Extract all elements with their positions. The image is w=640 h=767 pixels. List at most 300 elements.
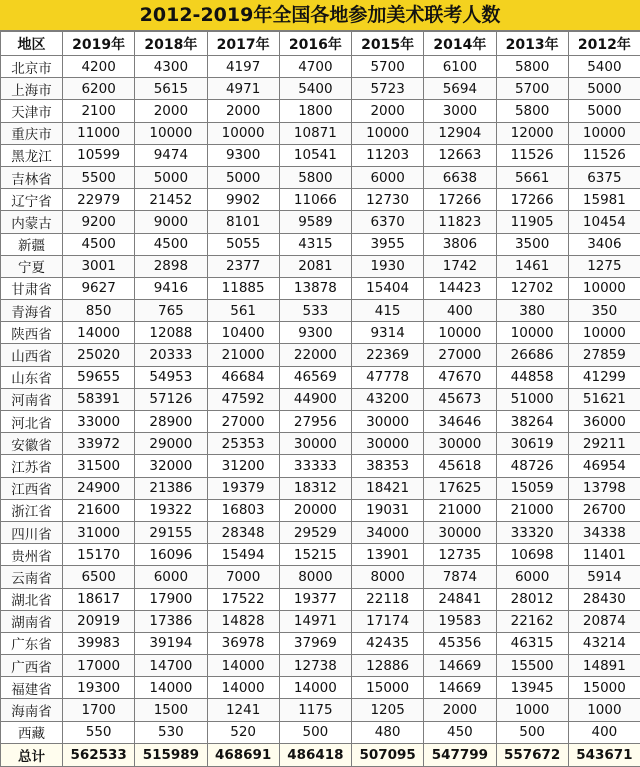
value-cell: 9589	[279, 211, 351, 233]
value-cell: 1461	[496, 255, 568, 277]
value-cell: 1800	[279, 100, 351, 122]
value-cell: 11526	[496, 144, 568, 166]
value-cell: 29211	[568, 433, 640, 455]
value-cell: 21000	[207, 344, 279, 366]
value-cell: 31500	[63, 455, 135, 477]
value-cell: 15170	[63, 544, 135, 566]
value-cell: 14423	[424, 277, 496, 299]
value-cell: 4971	[207, 78, 279, 100]
value-cell: 28348	[207, 521, 279, 543]
value-cell: 47670	[424, 366, 496, 388]
region-cell: 河南省	[1, 388, 63, 410]
value-cell: 450	[424, 721, 496, 743]
value-cell: 5800	[279, 166, 351, 188]
value-cell: 5000	[568, 78, 640, 100]
value-cell: 2377	[207, 255, 279, 277]
table-body	[1, 56, 640, 744]
value-cell: 5661	[496, 166, 568, 188]
value-cell: 30000	[352, 411, 424, 433]
table-row	[1, 78, 640, 100]
region-cell: 黑龙江	[1, 144, 63, 166]
value-cell: 550	[63, 721, 135, 743]
value-cell: 22162	[496, 610, 568, 632]
total-cell: 486418	[279, 743, 351, 766]
value-cell: 25020	[63, 344, 135, 366]
value-cell: 4197	[207, 56, 279, 78]
value-cell: 500	[279, 721, 351, 743]
total-cell: 507095	[352, 743, 424, 766]
value-cell: 39983	[63, 632, 135, 654]
table-row	[1, 166, 640, 188]
value-cell: 3955	[352, 233, 424, 255]
value-cell: 530	[135, 721, 207, 743]
column-header-region: 地区	[1, 32, 63, 56]
region-cell: 山东省	[1, 366, 63, 388]
value-cell: 17386	[135, 610, 207, 632]
value-cell: 4300	[135, 56, 207, 78]
value-cell: 6000	[135, 566, 207, 588]
column-header-year: 2013年	[496, 32, 568, 56]
value-cell: 51621	[568, 388, 640, 410]
value-cell: 11401	[568, 544, 640, 566]
value-cell: 3500	[496, 233, 568, 255]
value-cell: 18617	[63, 588, 135, 610]
table-row	[1, 699, 640, 721]
value-cell: 13901	[352, 544, 424, 566]
value-cell: 37969	[279, 632, 351, 654]
value-cell: 19377	[279, 588, 351, 610]
table-row	[1, 56, 640, 78]
value-cell: 27956	[279, 411, 351, 433]
value-cell: 46569	[279, 366, 351, 388]
value-cell: 25353	[207, 433, 279, 455]
value-cell: 11526	[568, 144, 640, 166]
value-cell: 46954	[568, 455, 640, 477]
value-cell: 500	[496, 721, 568, 743]
value-cell: 12702	[496, 277, 568, 299]
region-cell: 云南省	[1, 566, 63, 588]
value-cell: 10000	[207, 122, 279, 144]
value-cell: 30000	[352, 433, 424, 455]
column-header-year: 2018年	[135, 32, 207, 56]
value-cell: 8000	[279, 566, 351, 588]
table-row	[1, 255, 640, 277]
table-row	[1, 100, 640, 122]
value-cell: 54953	[135, 366, 207, 388]
table-row	[1, 233, 640, 255]
value-cell: 44900	[279, 388, 351, 410]
total-cell: 515989	[135, 743, 207, 766]
value-cell: 14000	[135, 677, 207, 699]
value-cell: 4315	[279, 233, 351, 255]
column-header-year: 2012年	[568, 32, 640, 56]
value-cell: 15404	[352, 277, 424, 299]
table-row	[1, 499, 640, 521]
value-cell: 34000	[352, 521, 424, 543]
value-cell: 43214	[568, 632, 640, 654]
value-cell: 5000	[207, 166, 279, 188]
value-cell: 9300	[207, 144, 279, 166]
column-header-year: 2016年	[279, 32, 351, 56]
value-cell: 46315	[496, 632, 568, 654]
value-cell: 520	[207, 721, 279, 743]
region-cell: 天津市	[1, 100, 63, 122]
value-cell: 15215	[279, 544, 351, 566]
value-cell: 33000	[63, 411, 135, 433]
value-cell: 5500	[63, 166, 135, 188]
region-cell: 陕西省	[1, 322, 63, 344]
value-cell: 33333	[279, 455, 351, 477]
value-cell: 20000	[279, 499, 351, 521]
value-cell: 21452	[135, 189, 207, 211]
value-cell: 15000	[352, 677, 424, 699]
value-cell: 21600	[63, 499, 135, 521]
value-cell: 15059	[496, 477, 568, 499]
value-cell: 12730	[352, 189, 424, 211]
table-row	[1, 632, 640, 654]
value-cell: 24900	[63, 477, 135, 499]
value-cell: 29529	[279, 521, 351, 543]
value-cell: 10599	[63, 144, 135, 166]
value-cell: 1275	[568, 255, 640, 277]
value-cell: 765	[135, 300, 207, 322]
value-cell: 24841	[424, 588, 496, 610]
table-row	[1, 300, 640, 322]
value-cell: 10400	[207, 322, 279, 344]
value-cell: 9416	[135, 277, 207, 299]
region-cell: 海南省	[1, 699, 63, 721]
value-cell: 20874	[568, 610, 640, 632]
value-cell: 380	[496, 300, 568, 322]
total-cell: 468691	[207, 743, 279, 766]
value-cell: 6375	[568, 166, 640, 188]
value-cell: 30000	[424, 433, 496, 455]
total-label: 总计	[1, 743, 63, 766]
region-cell: 湖北省	[1, 588, 63, 610]
value-cell: 18312	[279, 477, 351, 499]
value-cell: 2081	[279, 255, 351, 277]
value-cell: 31000	[63, 521, 135, 543]
value-cell: 5700	[496, 78, 568, 100]
value-cell: 57126	[135, 388, 207, 410]
value-cell: 8101	[207, 211, 279, 233]
value-cell: 5615	[135, 78, 207, 100]
value-cell: 1742	[424, 255, 496, 277]
table-row	[1, 455, 640, 477]
value-cell: 34646	[424, 411, 496, 433]
value-cell: 22000	[279, 344, 351, 366]
region-cell: 浙江省	[1, 499, 63, 521]
value-cell: 45618	[424, 455, 496, 477]
value-cell: 6000	[496, 566, 568, 588]
value-cell: 9902	[207, 189, 279, 211]
value-cell: 29155	[135, 521, 207, 543]
value-cell: 47778	[352, 366, 424, 388]
value-cell: 1930	[352, 255, 424, 277]
value-cell: 29000	[135, 433, 207, 455]
region-cell: 甘肃省	[1, 277, 63, 299]
region-cell: 贵州省	[1, 544, 63, 566]
table-row	[1, 189, 640, 211]
column-header-year: 2014年	[424, 32, 496, 56]
value-cell: 415	[352, 300, 424, 322]
value-cell: 17174	[352, 610, 424, 632]
value-cell: 14971	[279, 610, 351, 632]
table-row	[1, 721, 640, 743]
value-cell: 36978	[207, 632, 279, 654]
value-cell: 10541	[279, 144, 351, 166]
table-row	[1, 610, 640, 632]
value-cell: 39194	[135, 632, 207, 654]
value-cell: 4200	[63, 56, 135, 78]
value-cell: 400	[424, 300, 496, 322]
value-cell: 11885	[207, 277, 279, 299]
value-cell: 30619	[496, 433, 568, 455]
value-cell: 1000	[568, 699, 640, 721]
value-cell: 30000	[279, 433, 351, 455]
value-cell: 3000	[424, 100, 496, 122]
value-cell: 10000	[135, 122, 207, 144]
value-cell: 6100	[424, 56, 496, 78]
total-cell: 543671	[568, 743, 640, 766]
region-cell: 辽宁省	[1, 189, 63, 211]
total-row	[1, 743, 640, 766]
column-header-year: 2015年	[352, 32, 424, 56]
value-cell: 27859	[568, 344, 640, 366]
value-cell: 9200	[63, 211, 135, 233]
value-cell: 27000	[207, 411, 279, 433]
value-cell: 28430	[568, 588, 640, 610]
table-row	[1, 566, 640, 588]
column-header-year: 2019年	[63, 32, 135, 56]
value-cell: 14000	[207, 655, 279, 677]
value-cell: 48726	[496, 455, 568, 477]
value-cell: 28012	[496, 588, 568, 610]
value-cell: 58391	[63, 388, 135, 410]
value-cell: 11066	[279, 189, 351, 211]
region-cell: 山西省	[1, 344, 63, 366]
value-cell: 5055	[207, 233, 279, 255]
value-cell: 17625	[424, 477, 496, 499]
value-cell: 10871	[279, 122, 351, 144]
value-cell: 6370	[352, 211, 424, 233]
value-cell: 41299	[568, 366, 640, 388]
value-cell: 18421	[352, 477, 424, 499]
value-cell: 14669	[424, 677, 496, 699]
region-cell: 宁夏	[1, 255, 63, 277]
value-cell: 19379	[207, 477, 279, 499]
value-cell: 10000	[496, 322, 568, 344]
value-cell: 45356	[424, 632, 496, 654]
value-cell: 6638	[424, 166, 496, 188]
region-cell: 广东省	[1, 632, 63, 654]
value-cell: 15981	[568, 189, 640, 211]
value-cell: 17900	[135, 588, 207, 610]
value-cell: 2000	[135, 100, 207, 122]
value-cell: 1241	[207, 699, 279, 721]
value-cell: 14828	[207, 610, 279, 632]
value-cell: 47592	[207, 388, 279, 410]
participants-table	[0, 31, 640, 767]
value-cell: 5800	[496, 56, 568, 78]
value-cell: 12663	[424, 144, 496, 166]
value-cell: 12886	[352, 655, 424, 677]
table-row	[1, 344, 640, 366]
value-cell: 5914	[568, 566, 640, 588]
value-cell: 4500	[63, 233, 135, 255]
value-cell: 1500	[135, 699, 207, 721]
value-cell: 21000	[496, 499, 568, 521]
table-row	[1, 411, 640, 433]
region-cell: 上海市	[1, 78, 63, 100]
table-row	[1, 122, 640, 144]
value-cell: 11203	[352, 144, 424, 166]
value-cell: 7874	[424, 566, 496, 588]
value-cell: 30000	[424, 521, 496, 543]
value-cell: 28900	[135, 411, 207, 433]
value-cell: 14669	[424, 655, 496, 677]
region-cell: 广西省	[1, 655, 63, 677]
value-cell: 9314	[352, 322, 424, 344]
value-cell: 5400	[568, 56, 640, 78]
value-cell: 26700	[568, 499, 640, 521]
value-cell: 10000	[568, 122, 640, 144]
value-cell: 3406	[568, 233, 640, 255]
value-cell: 27000	[424, 344, 496, 366]
table-row	[1, 144, 640, 166]
value-cell: 3806	[424, 233, 496, 255]
value-cell: 44858	[496, 366, 568, 388]
value-cell: 12000	[496, 122, 568, 144]
value-cell: 2000	[424, 699, 496, 721]
column-header-year: 2017年	[207, 32, 279, 56]
value-cell: 17522	[207, 588, 279, 610]
value-cell: 10698	[496, 544, 568, 566]
value-cell: 8000	[352, 566, 424, 588]
value-cell: 13945	[496, 677, 568, 699]
value-cell: 5723	[352, 78, 424, 100]
value-cell: 38353	[352, 455, 424, 477]
value-cell: 5700	[352, 56, 424, 78]
value-cell: 32000	[135, 455, 207, 477]
value-cell: 4500	[135, 233, 207, 255]
value-cell: 51000	[496, 388, 568, 410]
table-row	[1, 677, 640, 699]
value-cell: 850	[63, 300, 135, 322]
value-cell: 5000	[135, 166, 207, 188]
value-cell: 22979	[63, 189, 135, 211]
value-cell: 17266	[496, 189, 568, 211]
table-row	[1, 366, 640, 388]
value-cell: 4700	[279, 56, 351, 78]
table-row	[1, 655, 640, 677]
value-cell: 10000	[352, 122, 424, 144]
value-cell: 6000	[352, 166, 424, 188]
header-row	[1, 32, 640, 56]
region-cell: 吉林省	[1, 166, 63, 188]
page-title: 2012-2019年全国各地参加美术联考人数	[0, 0, 640, 31]
value-cell: 12735	[424, 544, 496, 566]
value-cell: 14000	[63, 322, 135, 344]
value-cell: 15494	[207, 544, 279, 566]
value-cell: 15000	[568, 677, 640, 699]
value-cell: 14000	[279, 677, 351, 699]
value-cell: 36000	[568, 411, 640, 433]
value-cell: 11000	[63, 122, 135, 144]
value-cell: 2898	[135, 255, 207, 277]
value-cell: 22118	[352, 588, 424, 610]
table-row	[1, 544, 640, 566]
value-cell: 15500	[496, 655, 568, 677]
region-cell: 江西省	[1, 477, 63, 499]
value-cell: 21000	[424, 499, 496, 521]
value-cell: 5400	[279, 78, 351, 100]
value-cell: 6200	[63, 78, 135, 100]
region-cell: 西藏	[1, 721, 63, 743]
value-cell: 33320	[496, 521, 568, 543]
value-cell: 11823	[424, 211, 496, 233]
value-cell: 43200	[352, 388, 424, 410]
value-cell: 13798	[568, 477, 640, 499]
table-row	[1, 521, 640, 543]
region-cell: 新疆	[1, 233, 63, 255]
region-cell: 江苏省	[1, 455, 63, 477]
total-cell: 562533	[63, 743, 135, 766]
table-row	[1, 588, 640, 610]
value-cell: 7000	[207, 566, 279, 588]
value-cell: 12088	[135, 322, 207, 344]
value-cell: 17000	[63, 655, 135, 677]
value-cell: 9000	[135, 211, 207, 233]
value-cell: 11905	[496, 211, 568, 233]
total-cell: 547799	[424, 743, 496, 766]
value-cell: 34338	[568, 521, 640, 543]
value-cell: 10000	[424, 322, 496, 344]
value-cell: 5000	[568, 100, 640, 122]
region-cell: 重庆市	[1, 122, 63, 144]
value-cell: 9474	[135, 144, 207, 166]
value-cell: 19300	[63, 677, 135, 699]
value-cell: 350	[568, 300, 640, 322]
value-cell: 59655	[63, 366, 135, 388]
value-cell: 33972	[63, 433, 135, 455]
region-cell: 内蒙古	[1, 211, 63, 233]
value-cell: 20919	[63, 610, 135, 632]
total-cell: 557672	[496, 743, 568, 766]
value-cell: 1205	[352, 699, 424, 721]
value-cell: 16096	[135, 544, 207, 566]
region-cell: 福建省	[1, 677, 63, 699]
value-cell: 38264	[496, 411, 568, 433]
value-cell: 19322	[135, 499, 207, 521]
region-cell: 四川省	[1, 521, 63, 543]
value-cell: 14891	[568, 655, 640, 677]
value-cell: 12904	[424, 122, 496, 144]
value-cell: 14000	[207, 677, 279, 699]
value-cell: 10454	[568, 211, 640, 233]
value-cell: 31200	[207, 455, 279, 477]
table-row	[1, 477, 640, 499]
value-cell: 46684	[207, 366, 279, 388]
value-cell: 21386	[135, 477, 207, 499]
value-cell: 5694	[424, 78, 496, 100]
table-row	[1, 211, 640, 233]
value-cell: 1175	[279, 699, 351, 721]
value-cell: 45673	[424, 388, 496, 410]
value-cell: 561	[207, 300, 279, 322]
table-row	[1, 277, 640, 299]
value-cell: 19031	[352, 499, 424, 521]
